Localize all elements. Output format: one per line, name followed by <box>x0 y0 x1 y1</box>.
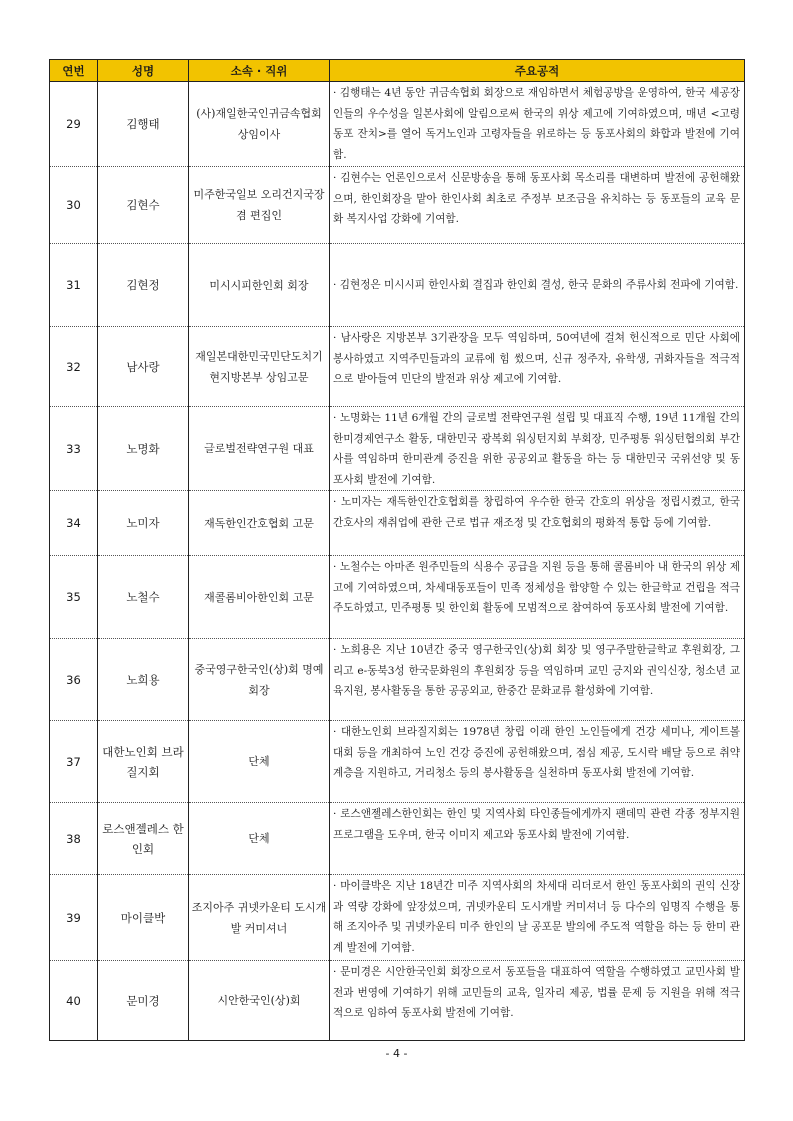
header-row <box>50 60 745 82</box>
row-name: 김현수 <box>98 167 189 244</box>
table-row <box>50 556 745 639</box>
header-name: 성명 <box>98 60 189 82</box>
row-achievement: · 노미자는 재독한인간호협회를 창립하여 우수한 한국 간호의 위상을 정립시켰고, 한국 간호사의 재취업에 관한 근로 법규 재조정 및 간호협회의 평화적 통합 등에 기여함. <box>330 491 745 556</box>
row-name: 로스앤젤레스 한인회 <box>98 803 189 875</box>
row-achievement: · 김현정은 미시시피 한인사회 결집과 한인회 결성, 한국 문화의 주류사회 전파에 기여함. <box>330 244 745 327</box>
row-affiliation: 미시시피한인회 회장 <box>189 244 330 327</box>
header-no: 연번 <box>50 60 98 82</box>
row-no: 38 <box>50 803 98 875</box>
table-row <box>50 82 745 167</box>
awards-table <box>49 59 745 1041</box>
row-achievement: · 남사랑은 지방본부 3기관장을 모두 역임하며, 50여년에 걸쳐 헌신적으로 민단 사회에 봉사하였고 지역주민들과의 교류에 힘 썼으며, 신규 정주자, 유학생, 귀화자들을 적극적으로 받아들여 민단의 발전과 위상 제고에 기여함. <box>330 327 745 407</box>
row-affiliation: 조지아주 귀넷카운티 도시개발 커미셔너 <box>189 875 330 961</box>
row-affiliation: 단체 <box>189 721 330 803</box>
row-achievement: · 마이클박은 지난 18년간 미주 지역사회의 차세대 리더로서 한인 동포사회의 권익 신장과 역량 강화에 앞장섰으며, 귀넷카운티 도시개발 커미셔너 등 다수의 임명직 수행을 통해 조지아주 및 귀넷카운티 미주 한인의 날 공포문 발의에 주도적 역할을 하는 등 한미 관계 발전에 기여함. <box>330 875 745 961</box>
row-affiliation: 글로벌전략연구원 대표 <box>189 407 330 491</box>
row-name: 남사랑 <box>98 327 189 407</box>
row-no: 34 <box>50 491 98 556</box>
row-no: 37 <box>50 721 98 803</box>
row-achievement: · 김현수는 언론인으로서 신문방송을 통해 동포사회 목소리를 대변하며 발전에 공헌해왔으며, 한인회장을 맡아 한인사회 최초로 주정부 보조금을 유치하는 등 동포들의 교육 문화 복지사업 강화에 기여함. <box>330 167 745 244</box>
row-affiliation: 재콜롬비아한인회 고문 <box>189 556 330 639</box>
header-affiliation: 소속 · 직위 <box>189 60 330 82</box>
table-row <box>50 875 745 961</box>
row-achievement: · 노명화는 11년 6개월 간의 글로벌 전략연구원 설립 및 대표직 수행, 19년 11개월 간의 한미경제연구소 활동, 대한민국 광복회 워싱턴지회 부회장, 민주평통 워싱턴협의회 부간사를 역임하며 한미관계 증진을 위한 공공외교 활동을 하는 등 대한민국 국위선양 및 동포사회 발전에 기여함. <box>330 407 745 491</box>
row-no: 30 <box>50 167 98 244</box>
row-name: 문미경 <box>98 961 189 1041</box>
table-row <box>50 167 745 244</box>
row-affiliation: 중국영구한국인(상)회 명예회장 <box>189 639 330 721</box>
row-no: 29 <box>50 82 98 167</box>
row-name: 노미자 <box>98 491 189 556</box>
row-name: 김행태 <box>98 82 189 167</box>
row-affiliation: 미주한국일보 오리건지국장 겸 편집인 <box>189 167 330 244</box>
table-row <box>50 244 745 327</box>
table-row <box>50 803 745 875</box>
row-no: 40 <box>50 961 98 1041</box>
row-name: 노명화 <box>98 407 189 491</box>
row-no: 32 <box>50 327 98 407</box>
row-name: 대한노인회 브라질지회 <box>98 721 189 803</box>
table-row <box>50 721 745 803</box>
row-no: 35 <box>50 556 98 639</box>
row-achievement: · 문미경은 시안한국인회 회장으로서 동포들을 대표하여 역할을 수행하였고 교민사회 발전과 번영에 기여하기 위해 교민들의 교육, 일자리 제공, 법률 문제 등 지원을 위해 적극적으로 임하여 동포사회 발전에 기여함. <box>330 961 745 1041</box>
row-achievement: · 노희용은 지난 10년간 중국 영구한국인(상)회 회장 및 영구주말한글학교 후원회장, 그리고 e-동북3성 한국문화원의 후원회장 등을 역임하며 교민 긍지와 권익신장, 청소년 교육지원, 봉사활동을 통한 공공외교, 한중간 문화교류 활성화에 기여함. <box>330 639 745 721</box>
row-no: 33 <box>50 407 98 491</box>
row-no: 39 <box>50 875 98 961</box>
row-achievement: · 대한노인회 브라질지회는 1978년 창립 이래 한인 노인들에게 건강 세미나, 게이트볼 대회 등을 개최하여 노인 건강 증진에 공헌해왔으며, 점심 제공, 도시락 배달 등으로 취약계층을 지원하고, 거리청소 등의 봉사활동을 실천하며 동포사회 발전에 기여함. <box>330 721 745 803</box>
table-row <box>50 491 745 556</box>
row-affiliation: (사)재일한국인귀금속협회 상임이사 <box>189 82 330 167</box>
row-name: 노희용 <box>98 639 189 721</box>
table-row <box>50 407 745 491</box>
row-affiliation: 재일본대한민국민단도치기현지방본부 상임고문 <box>189 327 330 407</box>
row-achievement: · 노철수는 아마존 원주민들의 식용수 공급을 지원 등을 통해 콜롬비아 내 한국의 위상 제고에 기여하였으며, 차세대동포들이 민족 정체성을 함양할 수 있는 한글학교 건립을 적극 주도하였고, 민주평통 및 한인회 활동에 모범적으로 참여하여 동포사회 발전에 기여함. <box>330 556 745 639</box>
row-affiliation: 재독한인간호협회 고문 <box>189 491 330 556</box>
row-affiliation: 단체 <box>189 803 330 875</box>
row-achievement: · 김행태는 4년 동안 귀금속협회 회장으로 재임하면서 체험공방을 운영하여, 한국 세공장인들의 우수성을 일본사회에 알림으로써 한국의 위상 제고에 기여하였으며, 매년 <고령동포 잔치>를 열어 독거노인과 고령자들을 위로하는 등 동포사회의 화합과 발전에 기여함. <box>330 82 745 167</box>
row-achievement: · 로스앤젤레스한인회는 한인 및 지역사회 타인종들에게까지 팬데믹 관련 각종 정부지원 프로그램을 도우며, 한국 이미지 제고와 동포사회 발전에 기여함. <box>330 803 745 875</box>
row-name: 노철수 <box>98 556 189 639</box>
row-no: 36 <box>50 639 98 721</box>
row-name: 마이클박 <box>98 875 189 961</box>
row-affiliation: 시안한국인(상)회 <box>189 961 330 1041</box>
header-achievement: 주요공적 <box>330 60 745 82</box>
table-row <box>50 327 745 407</box>
table-row <box>50 639 745 721</box>
row-no: 31 <box>50 244 98 327</box>
table-row <box>50 961 745 1041</box>
page-number: - 4 - <box>385 1047 408 1060</box>
row-name: 김현정 <box>98 244 189 327</box>
